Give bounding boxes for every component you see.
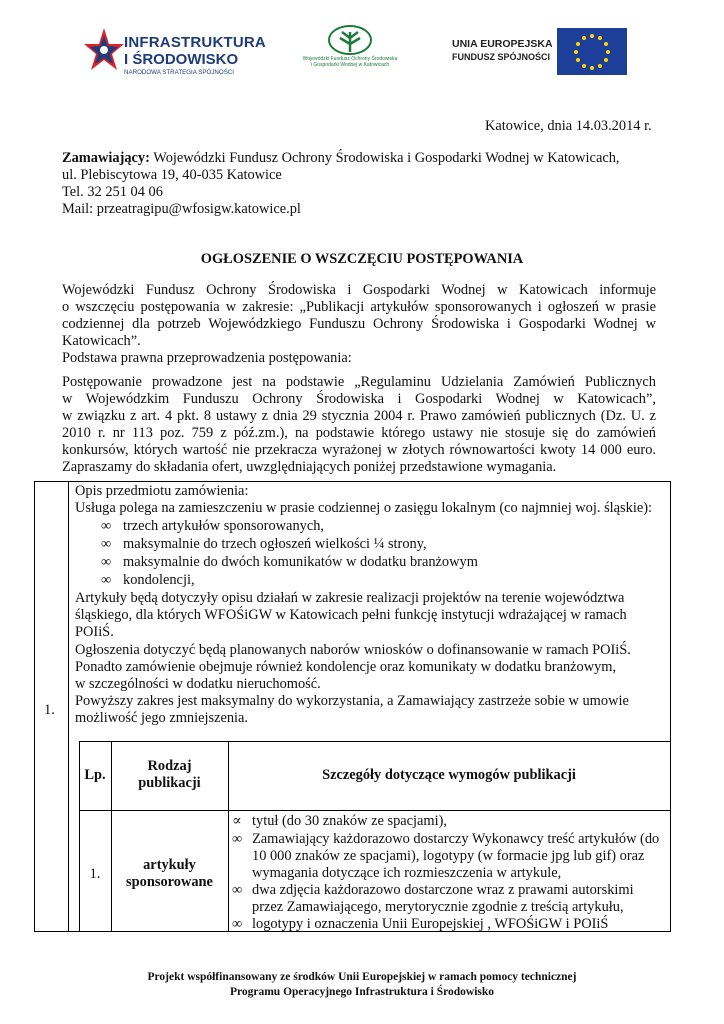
contracting-label: Zamawiający: [62, 150, 150, 166]
footer-line1: Projekt współfinansowany ze środków Unii Europejskiej w ramach pomocy technicznej [147, 971, 577, 983]
eu-logo [452, 28, 627, 76]
section-service: Usługa polega na zamieszczeniu w prasie codziennej o zasięgu lokalnym (co najmniej woj. śląskie): [75, 500, 653, 516]
section-paragraph-line: POIiŚ. [75, 624, 114, 640]
detail-text: wymagania dotyczące ich rozmieszczenia w artykule, [252, 865, 562, 881]
detail-item [232, 865, 561, 882]
infinity-bullet-icon: ∞ [101, 554, 112, 570]
detail-text: logotypy i oznaczenia Unii Europejskiej , WFOŚiGW i POIiŚ [252, 916, 609, 932]
date-line: Katowice, dnia 14.03.2014 r. [485, 118, 652, 134]
infra-logo-line2: I ŚRODOWISKO [124, 51, 239, 68]
contracting-mail: Mail: przeatragipu@wfosigw.katowice.pl [62, 201, 301, 217]
bullet-item [75, 572, 195, 590]
detail-text: Zamawiający każdorazowo dostarczy Wykonawcy treść artykułów (do [252, 831, 660, 847]
page-title: OGŁOSZENIE O WSZCZĘCIU POSTĘPOWANIA [200, 251, 524, 267]
detail-bullet-icon: ∝ [232, 813, 242, 829]
inner-header-details: Szczegóły dotyczące wymogów publikacji [322, 767, 576, 783]
bullet-item [75, 536, 427, 554]
wfosigw-caption [300, 56, 400, 68]
intro-line: Wojewódzki Fundusz Ochrony Środowiska i Gospodarki Wodnej w Katowicach informuje [62, 282, 656, 298]
infrastruktura-star-icon [84, 26, 124, 82]
section-paragraph-line: Powyższy zakres jest maksymalny do wykorzystania, a Zamawiający zastrzeże sobie w umowie [75, 693, 629, 709]
detail-item [232, 831, 659, 848]
inner-row-type-line1: artykuły [143, 857, 196, 873]
inner-table-row-border [79, 810, 670, 811]
detail-bullet-icon: ∞ [232, 882, 243, 898]
bullet-item [75, 554, 478, 572]
inner-row-lp: 1. [89, 866, 101, 882]
inner-header-type-line2: publikacji [138, 775, 201, 791]
intro-line: o wszczęciu postępowania w zakresie: „Publikacji artykułów sponsorowanych i ogłoszeń w prasie [62, 299, 656, 315]
intro-line: codziennej dla potrzeb Wojewódzkiego Funduszu Ochrony Środowiska i Gospodarki Wodnej w [62, 316, 656, 332]
inner-table-top-border [79, 741, 670, 742]
bullet-item [75, 518, 324, 536]
legal-basis-label: Podstawa prawna przeprowadzenia postępowania: [62, 350, 352, 366]
section-paragraph-line: śląskiego, dla których WFOŚiGW w Katowicach pełni funkcję instytucji wdrażającej w ramach [75, 607, 627, 623]
wfosigw-caption-line1: Wojewódzki Fundusz Ochrony Środowiska [302, 56, 398, 62]
detail-item [232, 899, 624, 916]
detail-text: tytuł (do 30 znaków ze spacjami), [252, 813, 448, 829]
infinity-bullet-icon: ∞ [101, 536, 112, 552]
section-heading: Opis przedmiotu zamówienia: [75, 483, 249, 499]
legal-paragraph [62, 374, 656, 476]
intro-paragraph [62, 282, 656, 367]
wfosigw-leaf-icon [327, 24, 373, 56]
contracting-name-line [62, 149, 620, 167]
eu-logo-line1: UNIA EUROPEJSKA [452, 38, 553, 50]
eu-flag-icon [557, 28, 627, 75]
legal-line: w Wojewódzkim Funduszu Ochrony Środowiska i Gospodarki Wodnej w Katowicach”, [62, 391, 656, 407]
detail-text: dwa zdjęcia każdorazowo dostarczone wraz z prawami autorskimi [252, 882, 634, 898]
eu-logo-line2: FUNDUSZ SPÓJNOŚCI [452, 52, 551, 62]
bullet-text: trzech artykułów sponsorowanych, [123, 518, 325, 534]
inner-row-type-line2: sponsorowane [126, 874, 213, 890]
infinity-bullet-icon: ∞ [101, 518, 112, 534]
infra-logo-line3: NARODOWA STRATEGIA SPÓJNOŚCI [124, 69, 235, 76]
detail-item [232, 813, 447, 830]
detail-text: przez Zamawiającego, merytorycznie zgodnie z treścią artykułu, [252, 899, 624, 915]
footer-line2: Programu Operacyjnego Infrastruktura i Środowisko [229, 986, 495, 998]
wfosigw-caption-line2: i Gospodarki Wodnej w Katowicach [310, 62, 390, 68]
detail-item [232, 916, 608, 933]
wfosigw-logo [300, 24, 400, 84]
detail-text: 10 000 znaków ze spacjami), logotypy (w formacie jpg lub gif) oraz [252, 848, 645, 864]
section-number: 1. [44, 702, 55, 718]
inner-row-type [111, 857, 228, 891]
legal-line: w związku z art. 4 pkt. 8 ustawy z dnia 29 stycznia 2004 r. Prawo zamówień publicznych (Dz. U. z [62, 408, 656, 424]
detail-item [232, 882, 634, 899]
intro-line: Katowicach”. [62, 333, 141, 349]
legal-line: Postępowanie prowadzone jest na podstawie „Regulaminu Udzielania Zamówień Publicznych [62, 374, 656, 390]
infinity-bullet-icon: ∞ [101, 572, 112, 588]
contracting-phone: Tel. 32 251 04 06 [62, 184, 163, 200]
legal-line: Zapraszamy do składania ofert, uwzględniających poniżej przedstawione wymagania. [62, 459, 557, 475]
inner-header-lp: Lp. [84, 767, 106, 783]
legal-line: 2010 r. nr 113 poz. 759 z póź.zm.), na podstawie którego ustawy nie stosuje się do zamówień [62, 425, 656, 441]
infra-logo-line1: INFRASTRUKTURA [124, 34, 266, 51]
inner-header-type-line1: Rodzaj [147, 758, 192, 774]
bullet-text: maksymalnie do trzech ogłoszeń wielkości ¼ strony, [123, 536, 427, 552]
contracting-name: Wojewódzki Fundusz Ochrony Środowiska i Gospodarki Wodnej w Katowicach, [149, 150, 620, 166]
section-paragraph-line: w szczególności w dodatku nieruchomość. [75, 676, 321, 692]
contracting-address: ul. Plebiscytowa 19, 40-035 Katowice [62, 167, 282, 183]
detail-bullet-icon: ∞ [232, 831, 243, 847]
detail-item [232, 848, 644, 865]
section-paragraph-line: Ponadto zamówienie obejmuje również kondolencje oraz komunikaty w dodatku branżowym, [75, 659, 617, 675]
infrastruktura-logo [84, 22, 274, 84]
legal-line: konkursów, których wartość nie przekracza wyrażonej w złotych równowartości kwoty 14 000 euro. [62, 442, 656, 458]
requirements-table-divider [68, 481, 69, 932]
section-paragraph-line: Artykuły będą dotyczyły opisu działań w zakresie realizacji projektów na terenie województwa [75, 590, 625, 606]
section-paragraph-line: Ogłoszenia dotyczyć będą planowanych naborów wniosków o dofinansowanie w ramach POIiŚ. [75, 642, 631, 658]
section-paragraph-line: możliwość jego zmniejszenia. [75, 710, 249, 726]
inner-header-type [111, 758, 228, 792]
bullet-text: kondolencji, [123, 572, 195, 588]
bullet-text: maksymalnie do dwóch komunikatów w dodatku branżowym [123, 554, 478, 570]
detail-bullet-icon: ∞ [232, 916, 243, 932]
